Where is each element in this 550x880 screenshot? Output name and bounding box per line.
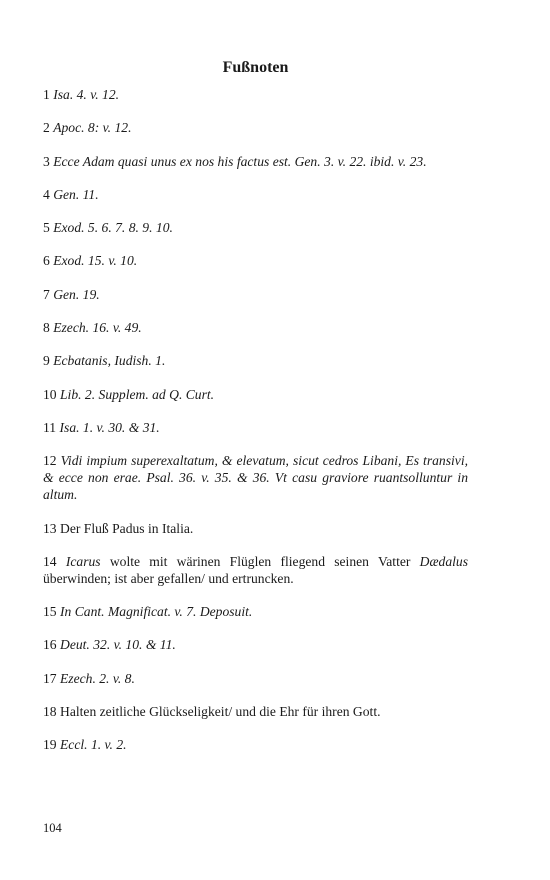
- footnote-text: In Cant. Magnificat. v. 7. Deposuit.: [60, 604, 253, 620]
- footnotes-page: [43, 58, 468, 770]
- footnote-text: Der Fluß Padus in Italia.: [60, 520, 194, 536]
- footnote-number: 14: [43, 553, 57, 569]
- footnote-item: [43, 352, 468, 369]
- footnote-list: [43, 86, 468, 753]
- footnote-number: 1: [43, 87, 50, 102]
- footnote-number: 4: [43, 186, 50, 202]
- footnote-item: [43, 520, 468, 537]
- footnote-text: Gen. 19.: [53, 286, 100, 302]
- footnote-text: Ezech. 2. v. 8.: [60, 670, 135, 686]
- footnote-number: 17: [43, 670, 57, 686]
- footnote-number: 13: [43, 520, 57, 536]
- footnote-item: [43, 636, 468, 653]
- footnote-item: [43, 319, 468, 336]
- footnote-text: Dædalus: [419, 553, 468, 569]
- footnote-number: 9: [43, 353, 50, 369]
- footnote-text: Ecbatanis, Iudish. 1.: [53, 353, 166, 369]
- footnote-number: 5: [43, 220, 50, 236]
- footnote-number: 7: [43, 286, 50, 302]
- footnote-number: 15: [43, 604, 57, 620]
- footnote-text: Ecce Adam quasi unus ex nos his factus est. Gen. 3. v. 22. ibid. v. 23.: [53, 153, 427, 169]
- footnote-text: Exod. 15. v. 10.: [53, 253, 138, 269]
- footnote-text: Isa. 4. v. 12.: [53, 87, 120, 102]
- footnote-text: Ezech. 16. v. 49.: [53, 320, 142, 336]
- footnote-text: Deut. 32. v. 10. & 11.: [60, 637, 176, 653]
- footnote-text: Halten zeitliche Glückseligkeit/ und die Ehr für ihren Gott.: [60, 704, 381, 720]
- footnote-number: 10: [43, 386, 57, 402]
- footnote-text: Vidi impium superexaltatum, & elevatum, sicut cedros Libani, Es transivi, & ecce non erae. Psal. 36. v. 35. & 36. Vt casu graviore ruantsolluntur in altum.: [43, 453, 468, 503]
- footnote-number: 18: [43, 704, 57, 720]
- footnote-text: Lib. 2. Supplem. ad Q. Curt.: [60, 386, 215, 402]
- footnote-number: 3: [43, 153, 50, 169]
- footnote-text: Apoc. 8: v. 12.: [53, 120, 132, 136]
- footnote-text: Exod. 5. 6. 7. 8. 9. 10.: [53, 220, 173, 236]
- footnote-number: 19: [43, 737, 57, 753]
- footnote-item: [43, 386, 468, 403]
- footnote-item: [43, 452, 468, 503]
- footnote-item: [43, 119, 468, 136]
- footnote-number: 11: [43, 419, 57, 435]
- footnote-text: Gen. 11.: [53, 186, 99, 202]
- footnote-text: Eccl. 1. v. 2.: [60, 737, 127, 753]
- footnote-number: 2: [43, 120, 50, 136]
- footnote-item: [43, 703, 468, 720]
- footnote-number: 8: [43, 320, 50, 336]
- footnote-item: [43, 252, 468, 269]
- footnote-number: 6: [43, 253, 50, 269]
- footnote-item: [43, 153, 468, 170]
- footnote-item: [43, 736, 468, 753]
- footnote-text: Isa. 1. v. 30. & 31.: [59, 419, 160, 435]
- footnote-item: [43, 419, 468, 436]
- footnote-item: [43, 86, 468, 103]
- footnote-number: 16: [43, 637, 57, 653]
- footnote-item: [43, 603, 468, 620]
- footnote-item: [43, 286, 468, 303]
- footnote-text: Icarus: [65, 553, 101, 569]
- footnote-item: [43, 186, 468, 203]
- footnote-item: [43, 553, 468, 587]
- footnote-item: [43, 219, 468, 236]
- page-heading: Fußnoten: [222, 59, 289, 76]
- footnote-text: wolte mit wärinen Flüglen fliegend seinen Vatter: [100, 553, 420, 569]
- footnote-item: [43, 670, 468, 687]
- footnote-number: 12: [43, 453, 57, 469]
- page-number: 104: [43, 821, 62, 835]
- footnote-text: überwinden; ist aber gefallen/ und ertruncken.: [43, 570, 294, 586]
